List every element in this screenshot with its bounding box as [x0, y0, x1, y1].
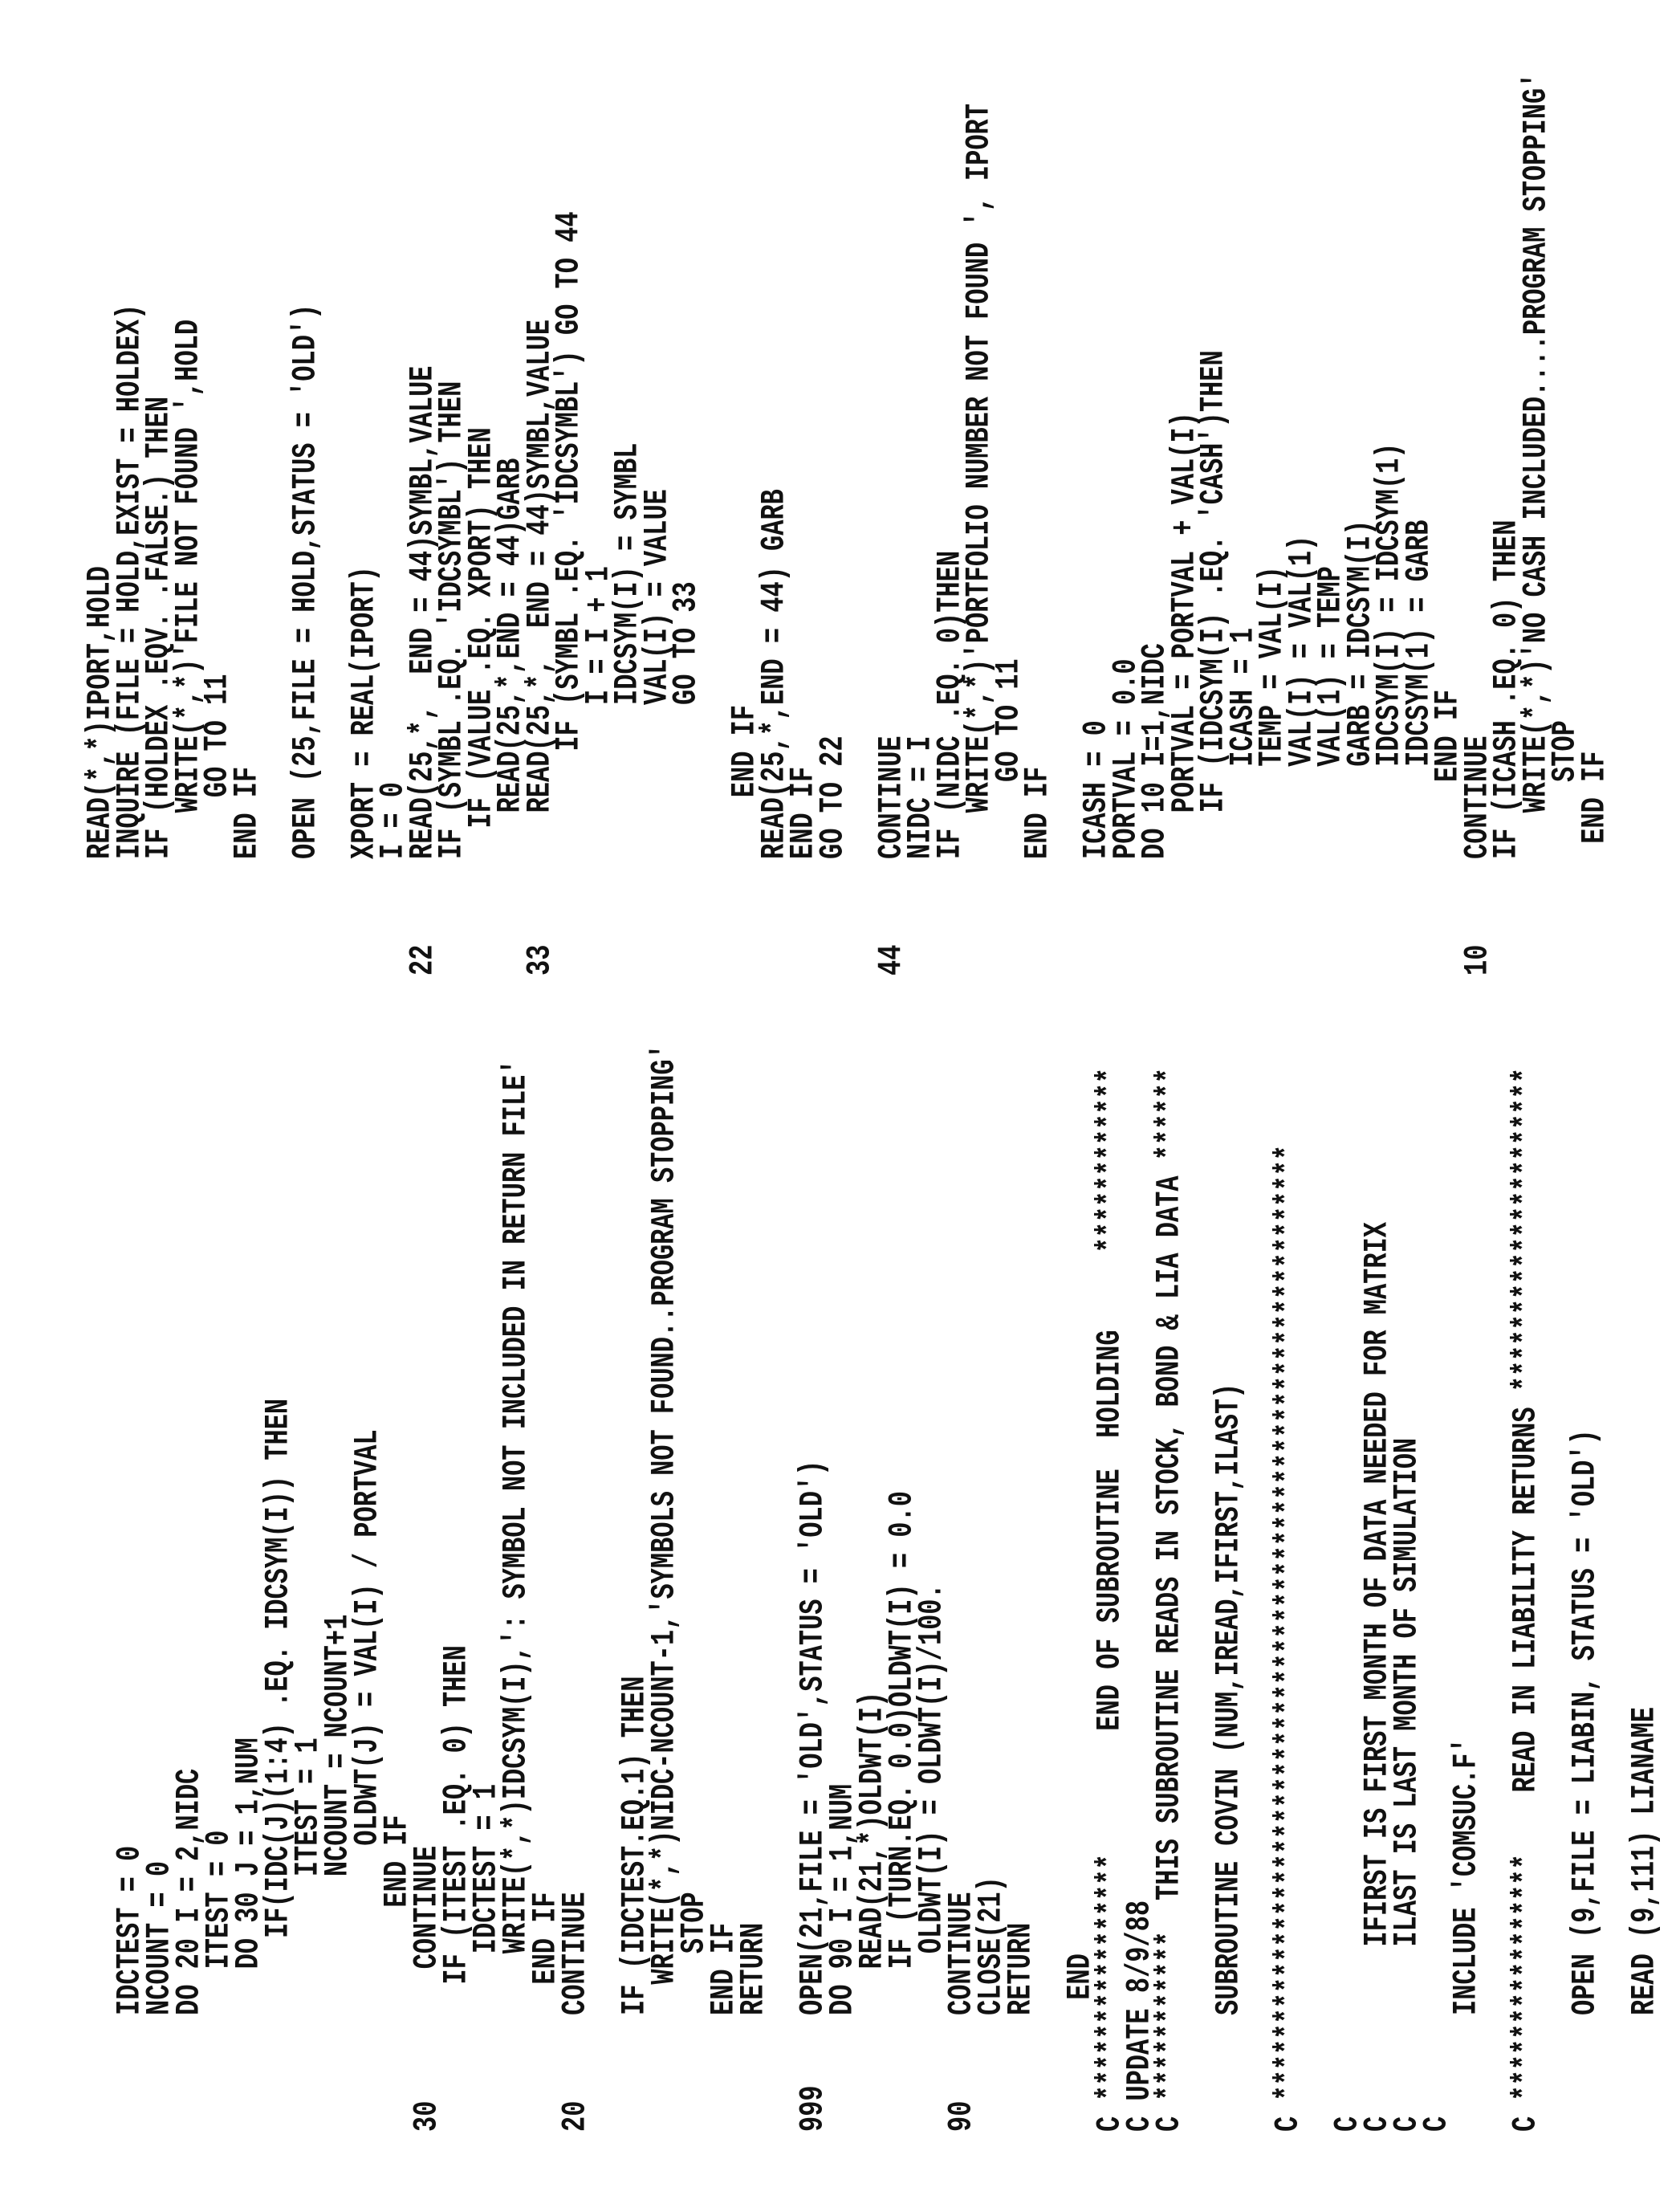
statement-label: 90 [942, 2101, 980, 2132]
code-text: CONTINUE [942, 1892, 980, 2015]
code-line [1170, 0, 1199, 2212]
code-text: READ (9,111) LIANAME [1625, 1707, 1663, 2015]
code-line [642, 0, 672, 2212]
comment-text: C *********** THIS SUBROUTINE READS IN STOCK, BOND & LIA DATA ****** [1149, 1068, 1188, 2132]
code-line [115, 0, 144, 2212]
code-text: WRITE(*,*)'PORTFOLIO NUMBER NOT FOUND ', IPORT [959, 104, 998, 859]
code-text: IF (IDCTEST.EQ.1) THEN [615, 1676, 653, 2015]
code-text: IDCTEST = 1 [466, 1784, 505, 2015]
code-line [1521, 0, 1551, 2212]
code-line [671, 0, 701, 2212]
code-line [1228, 0, 1258, 2212]
code-line [349, 0, 379, 2212]
code-text: READ(25,*,END = 44) GARB [755, 489, 793, 859]
code-line [202, 0, 232, 2212]
code-text: STOP [1545, 720, 1584, 859]
code-text: END IF [783, 767, 822, 859]
code-line [408, 0, 437, 2212]
code-line [1140, 0, 1170, 2212]
code-text: PORTVAL = PORTVAL + VAL(I) [1165, 412, 1203, 859]
code-text: VAL(I) = VAL(1) [1282, 536, 1320, 859]
blank-line [701, 0, 730, 2212]
code-text: ICASH = 0 [1076, 720, 1115, 859]
code-text: GARB = IDCSYM(I) [1340, 520, 1379, 859]
code-text: VAL(1) = TEMP [1311, 566, 1349, 859]
code-text: READ(25,*,END = 44)GARB [490, 458, 529, 859]
code-line [466, 0, 496, 2212]
code-line [173, 0, 203, 2212]
statement-label: 999 [793, 2085, 832, 2132]
code-line [1111, 0, 1141, 2212]
code-text: GO TO 11 [989, 658, 1027, 859]
statement-label: 10 [1458, 945, 1496, 976]
code-text: READ(21,*)OLDWT(I) [852, 1692, 891, 2015]
code-text: OPEN (25,FILE = HOLD,STATUS = 'OLD') [286, 304, 324, 859]
comment-text: C UPDATE 8/9/88 [1120, 1900, 1158, 2132]
code-text: CONTINUE [407, 1846, 445, 2015]
code-text: INQUIRE (FILE = HOLD,EXIST = HOLDEX) [110, 304, 148, 859]
comment-text: C [1328, 2116, 1366, 2132]
code-text: IDCSYM(1) = GARB [1399, 520, 1438, 859]
code-text: VAL(I) = VALUE [637, 489, 676, 859]
comment-text: C **************** READ IN LIABILITY RETURNS ********************* [1506, 1068, 1544, 2132]
code-text: IF (VALUE .EQ. XPORT) THEN [462, 427, 500, 859]
code-text: WRITE(*,*)NIDC-NCOUNT-1,'SYMBOLS NOT FOUND..PROGRAM STOPPING' [645, 1044, 683, 2015]
code-text: OLDWT(I) = OLDWT(I)/100. [912, 1583, 950, 2015]
code-line [788, 0, 818, 2212]
code-text: ITEST = 0 [199, 1831, 238, 2015]
code-text: IF(IDC(J)(1:4) .EQ. IDCSYM(I)) THEN [258, 1399, 297, 2015]
code-text: NIDC = I [901, 735, 939, 859]
scanned-code-listing-page [0, 0, 1676, 2212]
code-line [994, 0, 1023, 2212]
code-text: XPORT = REAL(IPORT) [344, 566, 383, 859]
comment-text: C **************** END OF SUBROUTINE HOLDING ************ [1090, 1068, 1129, 2132]
code-text: WRITE(*,*)'FILE NOT FOUND ',HOLD [169, 320, 207, 859]
statement-label: 20 [555, 2101, 594, 2132]
code-line [759, 0, 789, 2212]
code-line [378, 0, 408, 2212]
code-text: IDCSYM(I) = IDCSYM(1) [1369, 443, 1408, 859]
code-text: READ(25,*, END = 44)SYMBL,VALUE [403, 366, 441, 860]
code-text: TEMP = VAL(I) [1252, 566, 1291, 859]
code-text: CONTINUE [1458, 735, 1496, 859]
code-text: IF (ITEST .EQ. 0) THEN [437, 1645, 475, 2015]
code-text: IF (IDCSYM(I) .EQ. 'CASH')THEN [1194, 350, 1232, 859]
code-text: END IF [377, 1815, 416, 2015]
statement-label: 22 [403, 945, 441, 976]
code-line [1374, 0, 1404, 2212]
code-line [437, 0, 466, 2212]
code-line [1316, 0, 1345, 2212]
code-text: IF (NIDC .EQ. 0)THEN [930, 551, 969, 859]
code-text: ICASH = 1 [1223, 628, 1262, 859]
code-text: ITEST = 1 [288, 1737, 327, 2015]
code-text: NCOUNT = NCOUNT+1 [318, 1615, 356, 2015]
code-text: READ(*,*)IPORT,HOLD [80, 566, 119, 859]
code-text: NCOUNT = 0 [140, 1861, 178, 2015]
code-line [964, 0, 994, 2212]
code-line [1257, 0, 1287, 2212]
code-text: GO TO 33 [666, 581, 705, 859]
code-line [554, 0, 584, 2212]
code-text: DO 90 I = 1,NUM [823, 1784, 861, 2015]
code-text: IDCSYM(I) = SYMBL [608, 443, 646, 859]
code-text: DO 10 I=1,NIDC [1135, 643, 1174, 859]
code-text: END IF [704, 1923, 742, 2015]
code-text: IF (TURN.EQ. 0.0)OLDWT(I) = 0.0 [882, 1491, 921, 2015]
code-text: IDCTEST = 0 [110, 1846, 148, 2015]
comment-text: C ************************************************************** [1268, 1145, 1307, 2132]
code-line [1023, 0, 1052, 2212]
blank-line [319, 0, 349, 2212]
code-text: CLOSE(21) [971, 1876, 1010, 2015]
code-line [291, 0, 320, 2212]
code-text: WRITE(*,*)'NO CASH INCLUDED....PROGRAM STOPPING' [1516, 73, 1555, 859]
code-line [730, 0, 759, 2212]
comment-text: C [1417, 2116, 1455, 2132]
code-text: END IF [227, 767, 266, 859]
code-text: IF (SYMBL .EQ. 'IDCSYMBL') THEN [432, 381, 470, 859]
code-text: OPEN(21,FILE = 'OLD',STATUS = 'OLD') [793, 1460, 832, 2015]
code-text: INCLUDE 'COMSUC.F' [1446, 1737, 1485, 2015]
code-text: CONTINUE [555, 1892, 594, 2015]
code-text: I = I + 1 [579, 566, 617, 859]
code-line [1580, 0, 1609, 2212]
code-text: END IF [526, 1892, 564, 2015]
code-text: END [1060, 1953, 1099, 2015]
code-line [1081, 0, 1111, 2212]
code-line [905, 0, 935, 2212]
statement-label: 30 [407, 2101, 445, 2132]
code-text: DO 30 J = 1,NUM [229, 1737, 267, 2015]
code-text: CONTINUE [872, 735, 910, 859]
blank-line [847, 0, 877, 2212]
code-line [1404, 0, 1434, 2212]
code-text: RETURN [1001, 1923, 1039, 2015]
code-text: IF (ICASH .EQ. 0) THEN [1487, 520, 1525, 859]
blank-line [1052, 0, 1082, 2212]
code-text: IF (SYMBL .EQ. 'IDCSYMBL') GO TO 44 [549, 211, 588, 859]
statement-label: 44 [872, 945, 910, 976]
code-text: END IF [1428, 690, 1466, 859]
code-text: DO 20 I = 2,NIDC [169, 1769, 208, 2015]
statement-label: 33 [520, 945, 559, 976]
code-text: STOP [674, 1892, 713, 2015]
code-line [584, 0, 613, 2212]
code-text: RETURN [734, 1923, 772, 2015]
code-text: WRITE(*,*)IDCSYM(I),': SYMBOL NOT INCLUDED IN RETURN FILE' [496, 1059, 535, 2015]
code-text: OLDWT(J) = VAL(I) / PORTVAL [348, 1429, 386, 2015]
comment-text: C IFIRST IS FIRST MONTH OF DATA NEEDED FOR MATRIX [1357, 1222, 1396, 2132]
code-text: GO TO 22 [813, 735, 852, 859]
code-text: SUBROUTINE COVIN (NUM,IREAD,IFIRST,ILAST) [1209, 1383, 1247, 2015]
right-code-column [0, 0, 1676, 2212]
code-text: GO TO 11 [197, 674, 236, 859]
code-line [1198, 0, 1228, 2212]
code-text: END IF [725, 705, 763, 859]
code-line [1433, 0, 1462, 2212]
code-text: I = 0 [373, 782, 412, 859]
code-line [1462, 0, 1492, 2212]
code-text: IF (HOLDEX .EQV. .FALSE.) THEN [139, 397, 177, 859]
code-line [1550, 0, 1580, 2212]
code-line [1287, 0, 1316, 2212]
code-text: END IF [1018, 767, 1056, 859]
code-line [232, 0, 262, 2212]
comment-text: C ILAST IS LAST MONTH OF SIMULATION [1387, 1438, 1426, 2132]
code-text: READ(25,*, END = 44)SYMBL,VALUE [520, 320, 559, 859]
code-line [877, 0, 906, 2212]
code-line [612, 0, 642, 2212]
code-text: END IF [1575, 752, 1613, 859]
code-line [818, 0, 848, 2212]
code-text: PORTVAL = 0.0 [1106, 658, 1145, 859]
code-line [1345, 0, 1375, 2212]
code-text: OPEN (9,FILE = LIABIN, STATUS = 'OLD') [1565, 1429, 1604, 2015]
